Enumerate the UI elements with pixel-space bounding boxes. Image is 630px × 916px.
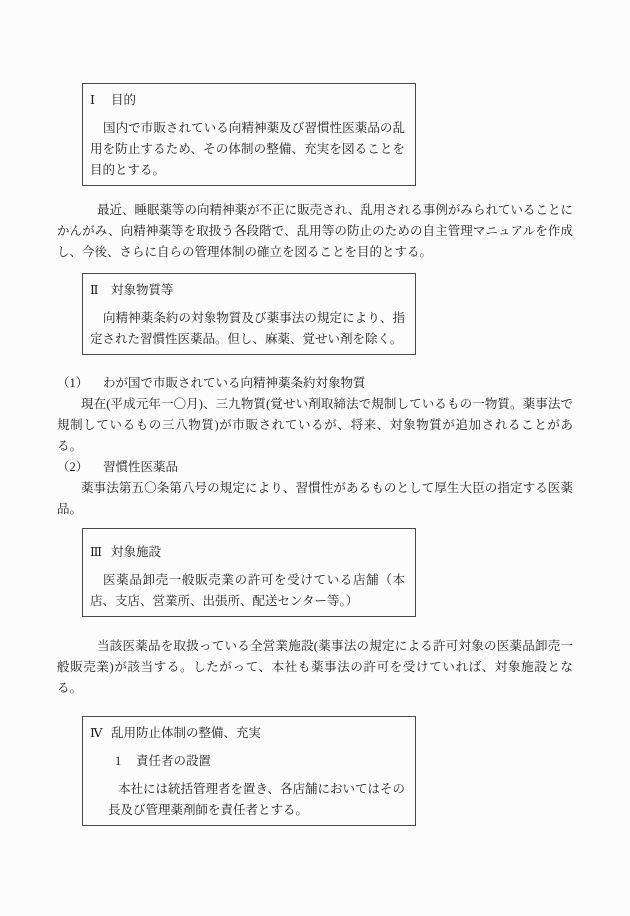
paragraph-background: 最近、睡眠薬等の向精神薬が不正に販売され、乱用される事例がみられていることにかんがみ、向精神薬等を取扱う各段階で、乱用等の防止のための自主管理マニュアルを作成し、今後、さらに自らの管理体制の確立を図ることを目的とする。: [57, 203, 573, 259]
section-title: 目的: [111, 93, 137, 107]
section-title: 対象施設: [111, 545, 162, 559]
section-title: 乱用防止体制の整備、充実: [111, 726, 262, 740]
item-label: （2）: [57, 460, 89, 474]
section-title: 対象物質等: [111, 283, 174, 297]
section-box-system: [82, 716, 416, 826]
item-title: 習慣性医薬品: [103, 460, 179, 474]
section-numeral: Ⅲ: [90, 545, 103, 559]
subsection-numeral: 1: [115, 754, 122, 768]
subsection-heading-responsible-person: [115, 751, 405, 772]
section-body: 国内で市販されている向精神薬及び習慣性医薬品の乱用を防止するため、その体制の整備、充実を図ることを目的とする。: [90, 121, 405, 177]
item-heading: [57, 457, 573, 478]
section-body: 医薬品卸売一般販売業の許可を受けている店舗（本店、支店、営業所、出張所、配送センター等。）: [90, 573, 405, 608]
section-heading-system: [90, 723, 405, 744]
section-heading-purpose: [90, 90, 405, 111]
paragraph-facilities-note: 当該医薬品を取扱っている全営業施設(薬事法の規定による許可対象の医薬品卸売一般販売業)が該当する。したがって、本社も薬事法の許可を受けていれば、対象施設となる。: [57, 639, 573, 695]
section-box-substances: [82, 273, 416, 355]
section-heading-facilities: [90, 542, 405, 563]
section-box-purpose: [82, 83, 416, 186]
section-numeral: Ⅳ: [90, 726, 103, 740]
section-heading-substances: [90, 280, 405, 301]
section-numeral: Ⅰ: [90, 93, 95, 107]
item-body: 現在(平成元年一〇月)、三九物質(覚せい剤取締法で規制しているもの一物質。薬事法で規制しているもの三八物質)が市販されているが、将来、対象物質が追加されることがある。: [57, 397, 573, 453]
subsection-body: 本社には統括管理者を置き、各店舗においてはその長及び管理薬剤師を責任者とする。: [108, 782, 406, 817]
subsection-title: 責任者の設置: [136, 754, 212, 768]
item-title: わが国で市販されている向精神薬条約対象物質: [103, 376, 366, 390]
item-body: 薬事法第五〇条第八号の規定により、習慣性があるものとして厚生大臣の指定する医薬品。: [57, 481, 573, 516]
item-list: [57, 373, 573, 520]
section-numeral: Ⅱ: [90, 283, 99, 297]
item-heading: [57, 373, 573, 394]
section-body: 向精神薬条約の対象物質及び薬事法の規定により、指定された習慣性医薬品。但し、麻薬、覚せい剤を除く。: [90, 311, 405, 346]
list-item-2: [57, 457, 573, 520]
section-box-facilities: [82, 528, 416, 617]
item-label: （1）: [57, 376, 89, 390]
list-item-1: [57, 373, 573, 457]
